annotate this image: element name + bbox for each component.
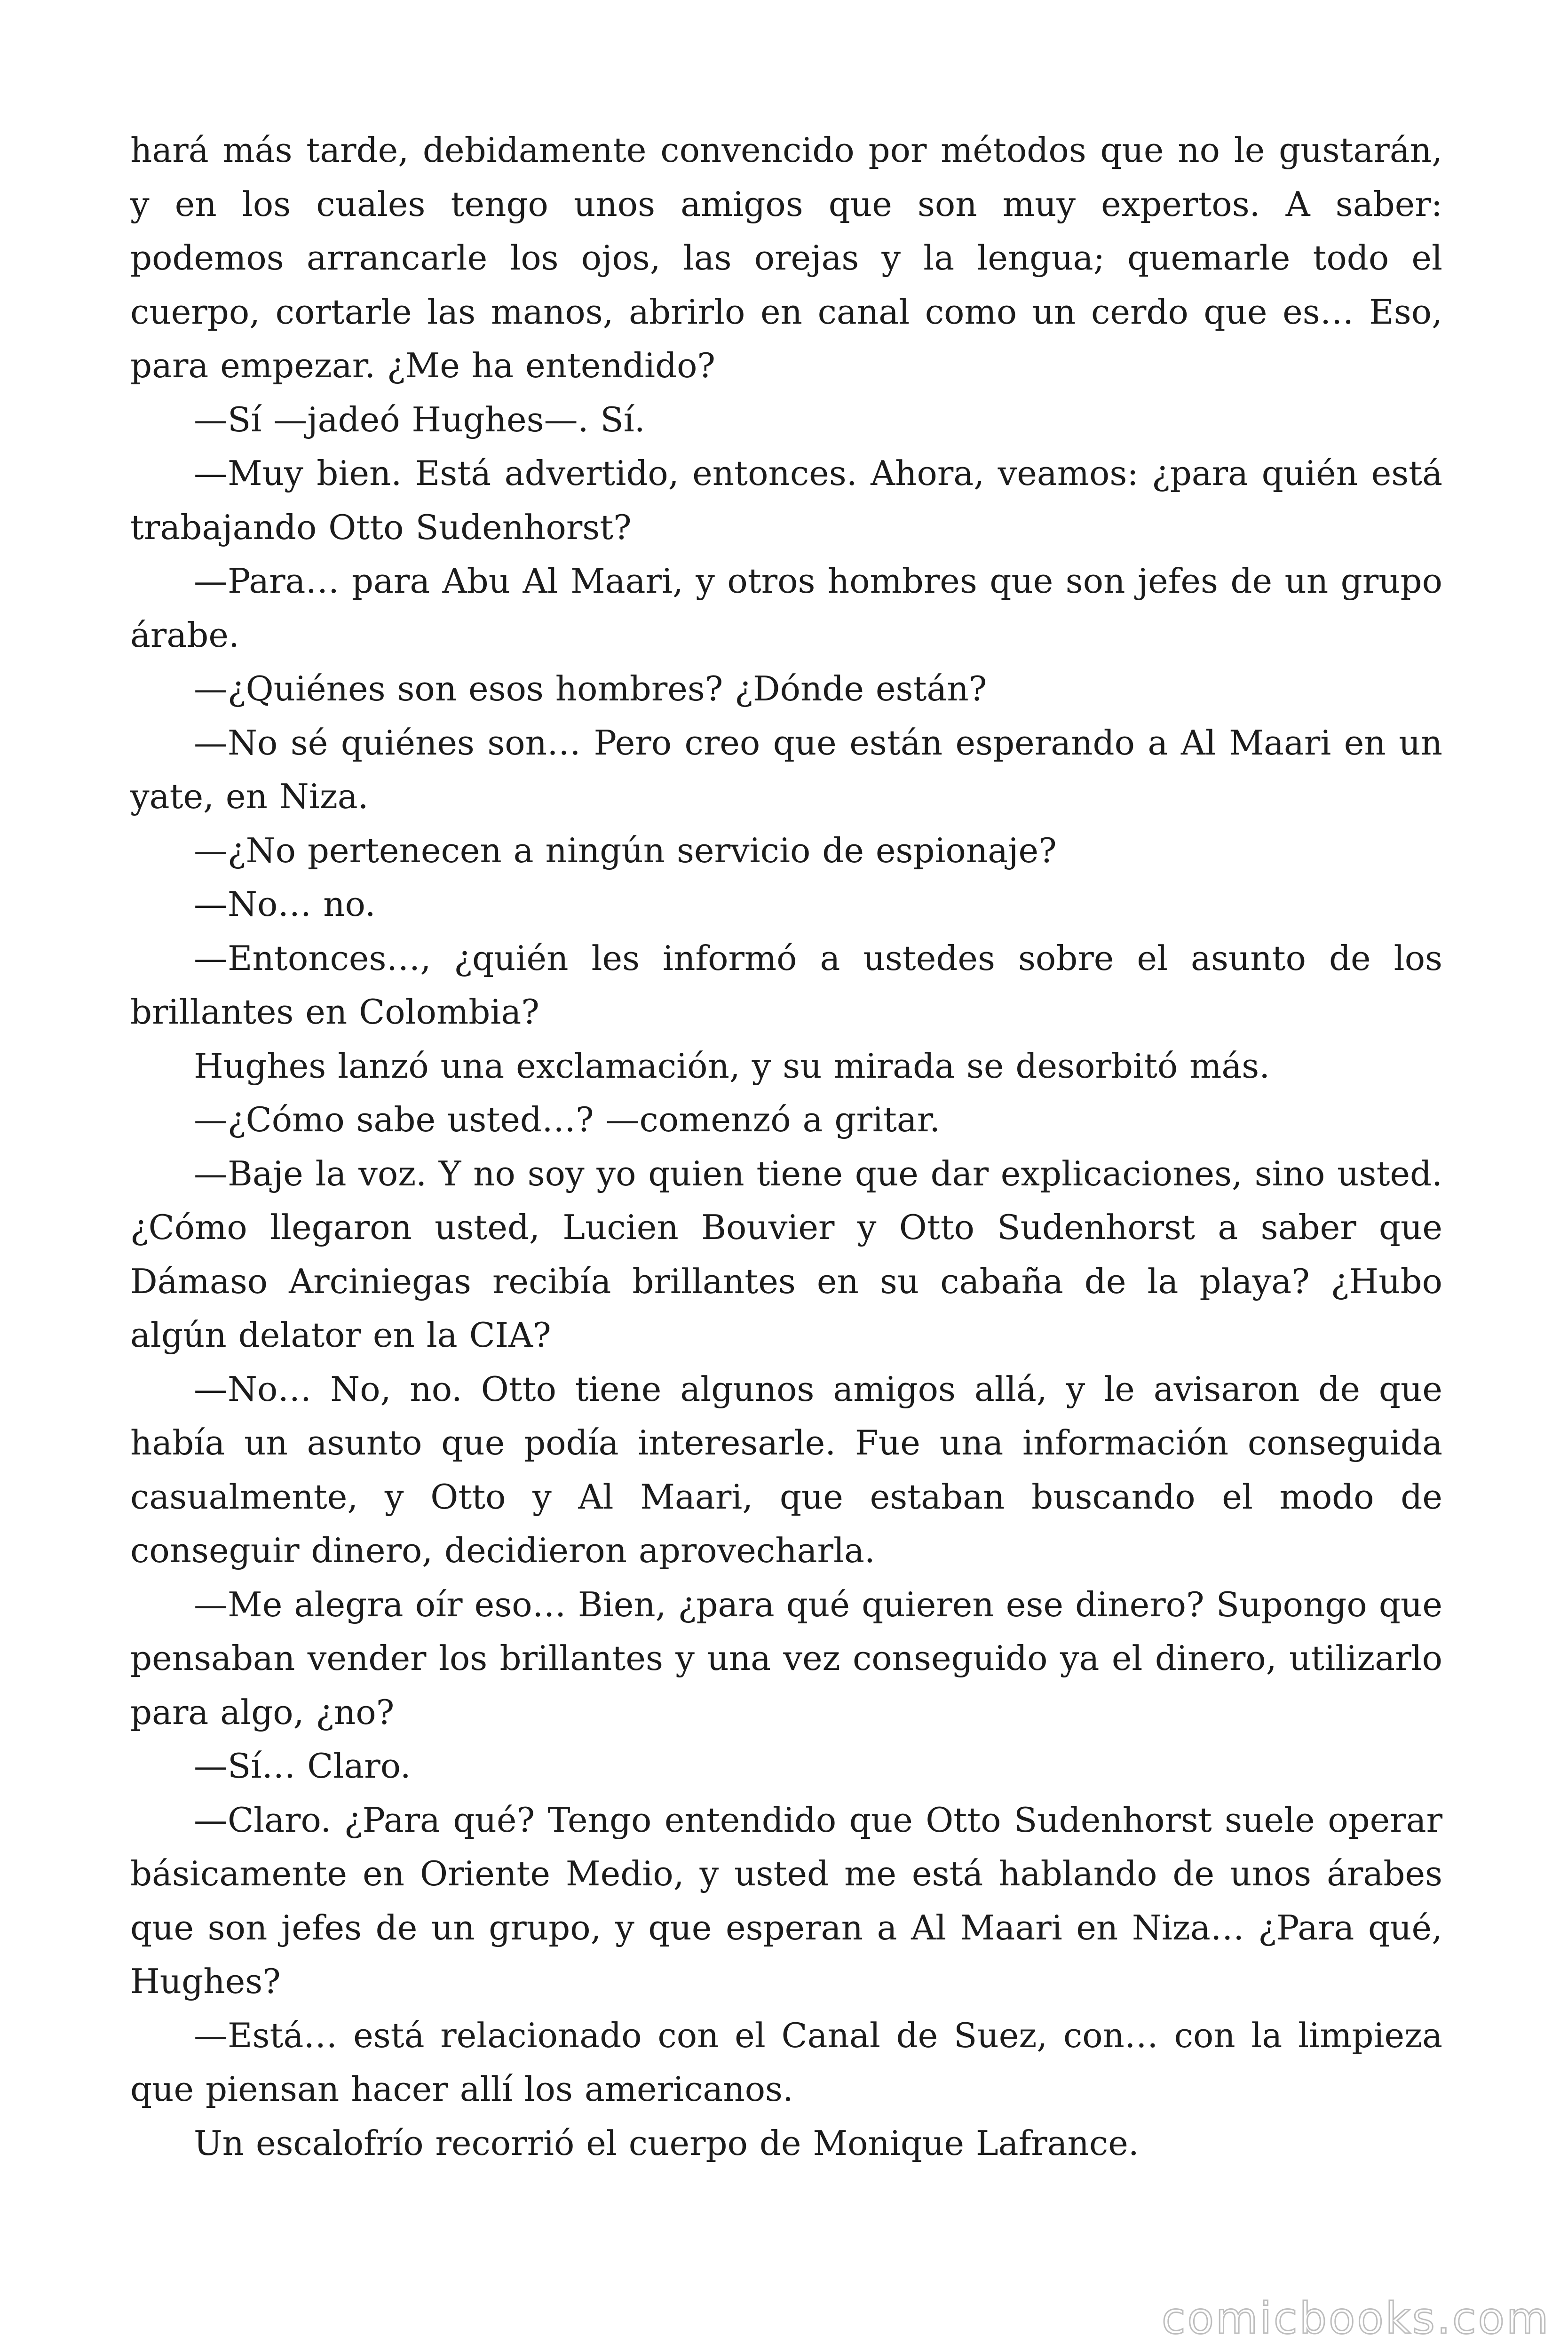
paragraph-narration: Hughes lanzó una exclamación, y su mirada se desorbitó más. xyxy=(194,1046,1270,1086)
paragraph-dialogue: —Sí… Claro. xyxy=(194,1746,411,1786)
paragraph-dialogue: —Para… para Abu Al Maari, y otros hombres que son jefes de un grupo árabe. xyxy=(130,561,1442,655)
paragraph-dialogue: —Muy bien. Está advertido, entonces. Ahora, veamos: ¿para quién está trabajando Otto Sudenhorst? xyxy=(130,453,1442,547)
paragraph-dialogue: —No… no. xyxy=(194,884,376,924)
paragraph-dialogue: —¿Quiénes son esos hombres? ¿Dónde están? xyxy=(194,669,987,708)
paragraph-dialogue: —Me alegra oír eso… Bien, ¿para qué quieren ese dinero? Supongo que pensaban vender los brillantes y una vez conseguido ya el dinero, utilizarlo para algo, ¿no? xyxy=(130,1584,1442,1732)
paragraph-dialogue: —Baje la voz. Y no soy yo quien tiene que dar explicaciones, sino usted. ¿Cómo llegaron usted, Lucien Bouvier y Otto Sudenhorst a saber que Dámaso Arciniegas recibía brillantes en su cabaña de la playa? ¿Hubo algún delator en la CIA? xyxy=(130,1153,1442,1355)
paragraph-dialogue: —Sí —jadeó Hughes—. Sí. xyxy=(194,399,645,439)
paragraph-dialogue: —Está… está relacionado con el Canal de Suez, con… con la limpieza que piensan hacer allí los americanos. xyxy=(130,2015,1442,2109)
watermark-text: comicbooks.com xyxy=(1162,2293,1551,2344)
paragraph-continuation: hará más tarde, debidamente convencido por métodos que no le gustarán, y en los cuales tengo unos amigos que son muy expertos. A saber: podemos arrancarle los ojos, las orejas y la lengua; quemarle todo el cuerpo, cortarle las manos, abrirlo en canal como un cerdo que es… Eso, para empezar. ¿Me ha entendido? xyxy=(130,130,1442,385)
paragraph-dialogue: —Entonces…, ¿quién les informó a ustedes sobre el asunto de los brillantes en Colombia? xyxy=(130,938,1442,1032)
paragraph-narration: Un escalofrío recorrió el cuerpo de Monique Lafrance. xyxy=(194,2123,1139,2163)
book-page-text xyxy=(130,123,1442,2193)
paragraph-dialogue: —¿No pertenecen a ningún servicio de espionaje? xyxy=(194,830,1057,870)
paragraph-dialogue: —No… No, no. Otto tiene algunos amigos allá, y le avisaron de que había un asunto que podía interesarle. Fue una información conseguida casualmente, y Otto y Al Maari, que estaban buscando el modo de conseguir dinero, decidieron aprovecharla. xyxy=(130,1369,1442,1570)
paragraph-dialogue: —No sé quiénes son… Pero creo que están esperando a Al Maari en un yate, en Niza. xyxy=(130,723,1442,816)
paragraph-dialogue: —Claro. ¿Para qué? Tengo entendido que Otto Sudenhorst suele operar básicamente en Oriente Medio, y usted me está hablando de unos árabes que son jefes de un grupo, y que esperan a Al Maari en Niza… ¿Para qué, Hughes? xyxy=(130,1800,1442,2001)
paragraph-dialogue: —¿Cómo sabe usted…? —comenzó a gritar. xyxy=(194,1100,941,1139)
